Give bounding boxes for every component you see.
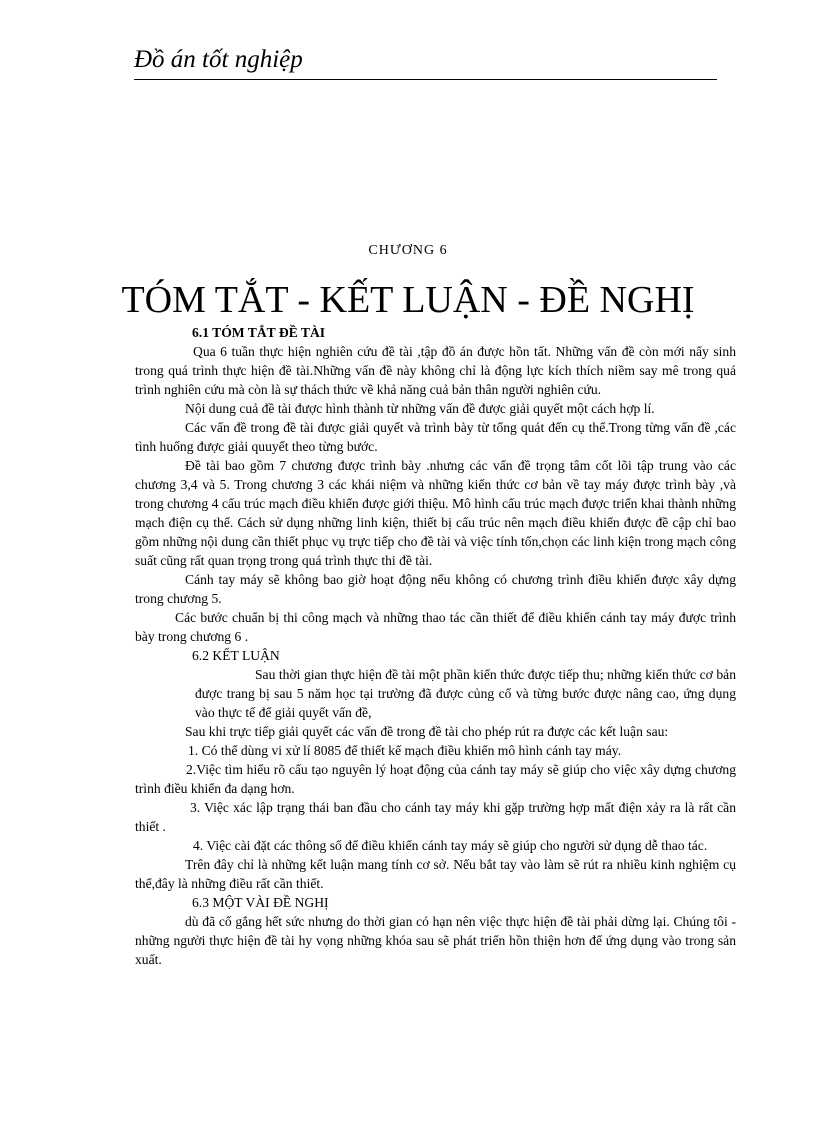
paragraph: Cánh tay máy sẽ không bao giờ hoạt động nếu không có chương trình điều khiển được xây dựng trong chương 5. [135, 572, 736, 606]
section-heading-6-3: 6.3 MỘT VÀI ĐỀ NGHỊ [192, 895, 329, 910]
section-heading-6-2: 6.2 KẾT LUẬN [192, 648, 280, 663]
paragraph: Các bước chuẩn bị thi công mạch và những thao tác cần thiết để điều khiển cánh tay máy được trình bày trong chương 6 . [135, 610, 736, 644]
paragraph: Sau thời gian thực hiện đề tài một phần kiến thức được tiếp thu; những kiến thức cơ bản được trang bị sau 5 năm học tại trường đã được củng cố và từng bước được nâng cao, ứng dụng vào thực tế để giải quyết vấn đề, [195, 667, 736, 720]
chapter-label: CHƯƠNG 6 [368, 243, 448, 258]
section-heading-6-1: 6.1 TÓM TẮT ĐỀ TÀI [192, 325, 326, 340]
header-rule [134, 79, 717, 80]
paragraph: Trên đây chỉ là những kết luận mang tính cơ sở. Nếu bắt tay vào làm sẽ rút ra nhiều kinh nghiệm cụ thể,đây là những điều rất cần thiết. [135, 857, 736, 891]
list-item: 3. Việc xác lập trạng thái ban đầu cho cánh tay máy khi gặp trường hợp mất điện xảy ra là rất cần thiết . [135, 800, 736, 834]
document-header-title: Đồ án tốt nghiệp [134, 46, 303, 73]
document-body [135, 323, 736, 969]
chapter-title: TÓM TẮT - KẾT LUẬN - ĐỀ NGHỊ [121, 279, 695, 321]
paragraph: Các vấn đề trong đề tài được giải quyết và trình bày từ tổng quát đến cụ thể.Trong từng vấn đề ,các tình huống được giải quuyết theo từng bước. [135, 420, 736, 454]
paragraph: dù đã cố gắng hết sức nhưng do thời gian có hạn nên việc thực hiện đề tài phải dừng lại. Chúng tôi - những người thực hiện đề tài hy vọng những khóa sau sẽ phát triển hồn thiện hơn để ứng dụng vào trong sản xuất. [135, 914, 736, 967]
paragraph: Sau khi trực tiếp giải quyết các vấn đề trong đề tài cho phép rút ra được các kết luận sau: [185, 724, 669, 739]
paragraph: Đề tài bao gồm 7 chương được trình bày .nhưng các vấn đề trọng tâm cốt lõi tập trung vào các chương 3,4 và 5. Trong chương 3 các khái niệm và những kiến thức cơ bản về tay máy được trình bày ,và trong chương 4 cấu trúc mạch điều khiển được giới thiệu. Mô hình cấu trúc mạch được triển khai thành những mạch điện cụ thể. Cách sử dụng những linh kiện, thiết bị cấu trúc nên mạch điều khiển được đề cập chỉ bao gồm những nội dung cần thiết phục vụ trực tiếp cho đề tài và việc tính tốn,chọn các linh kiện trong mạch công suất cũng rất quan trọng trong quá trình thực thi đề tài. [135, 458, 736, 568]
list-item: 2.Việc tìm hiểu rõ cấu tạo nguyên lý hoạt động của cánh tay máy sẽ giúp cho việc xây dựng chương trình điều khiển đa dạng hơn. [135, 762, 736, 796]
list-item: 4. Việc cài đặt các thông số để điều khiển cánh tay máy sẽ giúp cho người sử dụng dễ thao tác. [193, 838, 708, 853]
list-item: 1. Có thể dùng vi xử lí 8085 để thiết kế mạch điều khiển mô hình cánh tay máy. [188, 743, 622, 758]
paragraph: Nội dung cuả đề tài được hình thành từ những vấn đề được giải quyết một cách hợp lí. [185, 401, 655, 416]
paragraph: Qua 6 tuần thực hiện nghiên cứu đề tài ,tập đồ án được hồn tất. Những vấn đề còn mới nẩy sinh trong quá trình thực hiện đề tài.Những vấn đề này không chỉ là động lực kích thích niềm say mê trong quá trình nghiên cứu mà còn là sự thách thức về khả năng cuả bản thân người nghiên cứu. [135, 344, 736, 397]
